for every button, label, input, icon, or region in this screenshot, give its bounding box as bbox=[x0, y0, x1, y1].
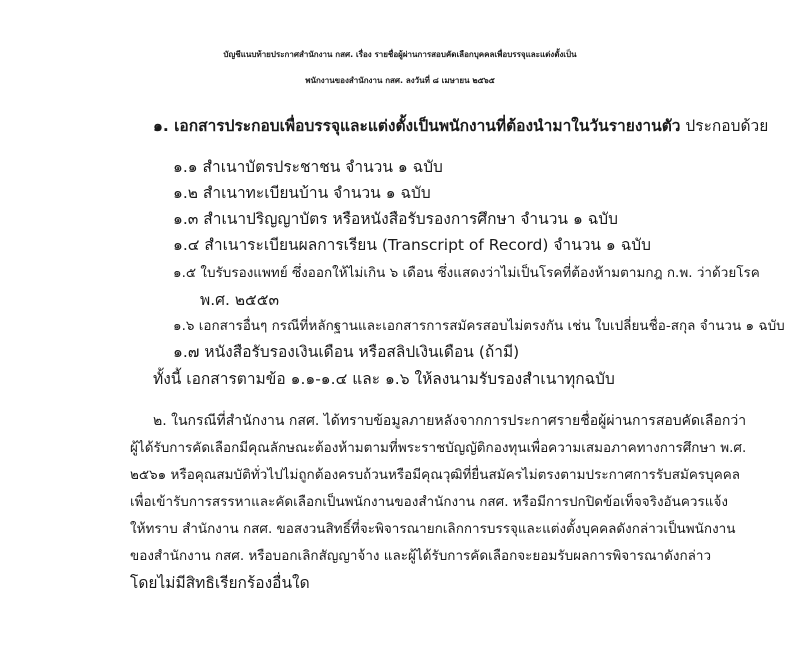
list-item-1-3: ๑.๓ สำเนาปริญญาบัตร หรือหนังสือรับรองการศึกษา จำนวน ๑ ฉบับ bbox=[173, 210, 618, 228]
list-item-1-7: ๑.๗ หนังสือรับรองเงินเดือน หรือสลิปเงินเดือน (ถ้ามี) bbox=[173, 343, 520, 361]
section-2-line-1: ๒. ในกรณีที่สำนักงาน กสศ. ได้ทราบข้อมูลภายหลังจากการประกาศรายชื่อผู้ผ่านการสอบคัดเลือกว่า bbox=[153, 413, 747, 429]
list-item-1-1: ๑.๑ สำเนาบัตรประชาชน จำนวน ๑ ฉบับ bbox=[173, 158, 443, 176]
list-item-1-6: ๑.๖ เอกสารอื่นๆ กรณีที่หลักฐานและเอกสารการสมัครสอบไม่ตรงกัน เช่น ใบเปลี่ยนชื่อ-สกุล จำนวน ๑ ฉบับ bbox=[173, 318, 785, 334]
section-2-line-4: เพื่อเข้ารับการสรรหาและคัดเลือกเป็นพนักงานของสำนักงาน กสศ. หรือมีการปกปิดข้อเท็จจริงอันควรแจ้ง bbox=[130, 494, 728, 510]
page-title-line-2: พนักงานของสำนักงาน กสศ. ลงวันที่ ๘ เมษายน ๒๕๖๕ bbox=[305, 76, 495, 85]
page-title-line-1: บัญชีแนบท้ายประกาศสำนักงาน กสศ. เรื่อง รายชื่อผู้ผ่านการสอบคัดเลือกบุคคลเพื่อบรรจุและแต่งตั้งเป็น bbox=[223, 50, 577, 59]
section-2-line-6: ของสำนักงาน กสศ. หรือบอกเลิกสัญญาจ้าง และผู้ได้รับการคัดเลือกจะยอมรับผลการพิจารณาดังกล่าว bbox=[130, 548, 712, 564]
section-2-line-2: ผู้ได้รับการคัดเลือกมีคุณลักษณะต้องห้ามตามที่พระราชบัญญัติกองทุนเพื่อความเสมอภาคทางการศึกษา พ.ศ. bbox=[130, 440, 747, 456]
section-2-line-7: โดยไม่มีสิทธิเรียกร้องอื่นใด bbox=[130, 574, 310, 592]
section-2-line-3: ๒๕๖๑ หรือคุณสมบัติทั่วไปไม่ถูกต้องครบถ้วนหรือมีคุณวุฒิที่ยื่นสมัครไม่ตรงตามประกาศการรับสมัครบุคคล bbox=[130, 467, 741, 483]
section-1-heading-bold: ๑. เอกสารประกอบเพื่อบรรจุและแต่งตั้งเป็นพนักงานที่ต้องนำมาในวันรายงานตัว bbox=[153, 117, 681, 135]
section-1-heading-rest: ประกอบด้วย bbox=[685, 117, 769, 135]
section-2-line-5: ให้ทราบ สำนักงาน กสศ. ขอสงวนสิทธิ์ที่จะพิจารณายกเลิกการบรรจุและแต่งตั้งบุคคลดังกล่าวเป็นพนักงาน bbox=[130, 521, 736, 537]
list-item-1-5: ๑.๕ ใบรับรองแพทย์ ซึ่งออกให้ไม่เกิน ๖ เดือน ซึ่งแสดงว่าไม่เป็นโรคที่ต้องห้ามตามกฎ ก.พ. ว่าด้วยโรค bbox=[173, 265, 760, 281]
list-item-1-4: ๑.๔ สำเนาระเบียนผลการเรียน (Transcript of Record) จำนวน ๑ ฉบับ bbox=[173, 236, 651, 254]
section-1-heading bbox=[153, 116, 768, 136]
section-1-note: ทั้งนี้ เอกสารตามข้อ ๑.๑-๑.๔ และ ๑.๖ ให้ลงนามรับรองสำเนาทุกฉบับ bbox=[153, 370, 615, 388]
list-item-1-2: ๑.๒ สำเนาทะเบียนบ้าน จำนวน ๑ ฉบับ bbox=[173, 184, 431, 202]
list-item-1-5-continued: พ.ศ. ๒๕๕๓ bbox=[200, 291, 280, 309]
